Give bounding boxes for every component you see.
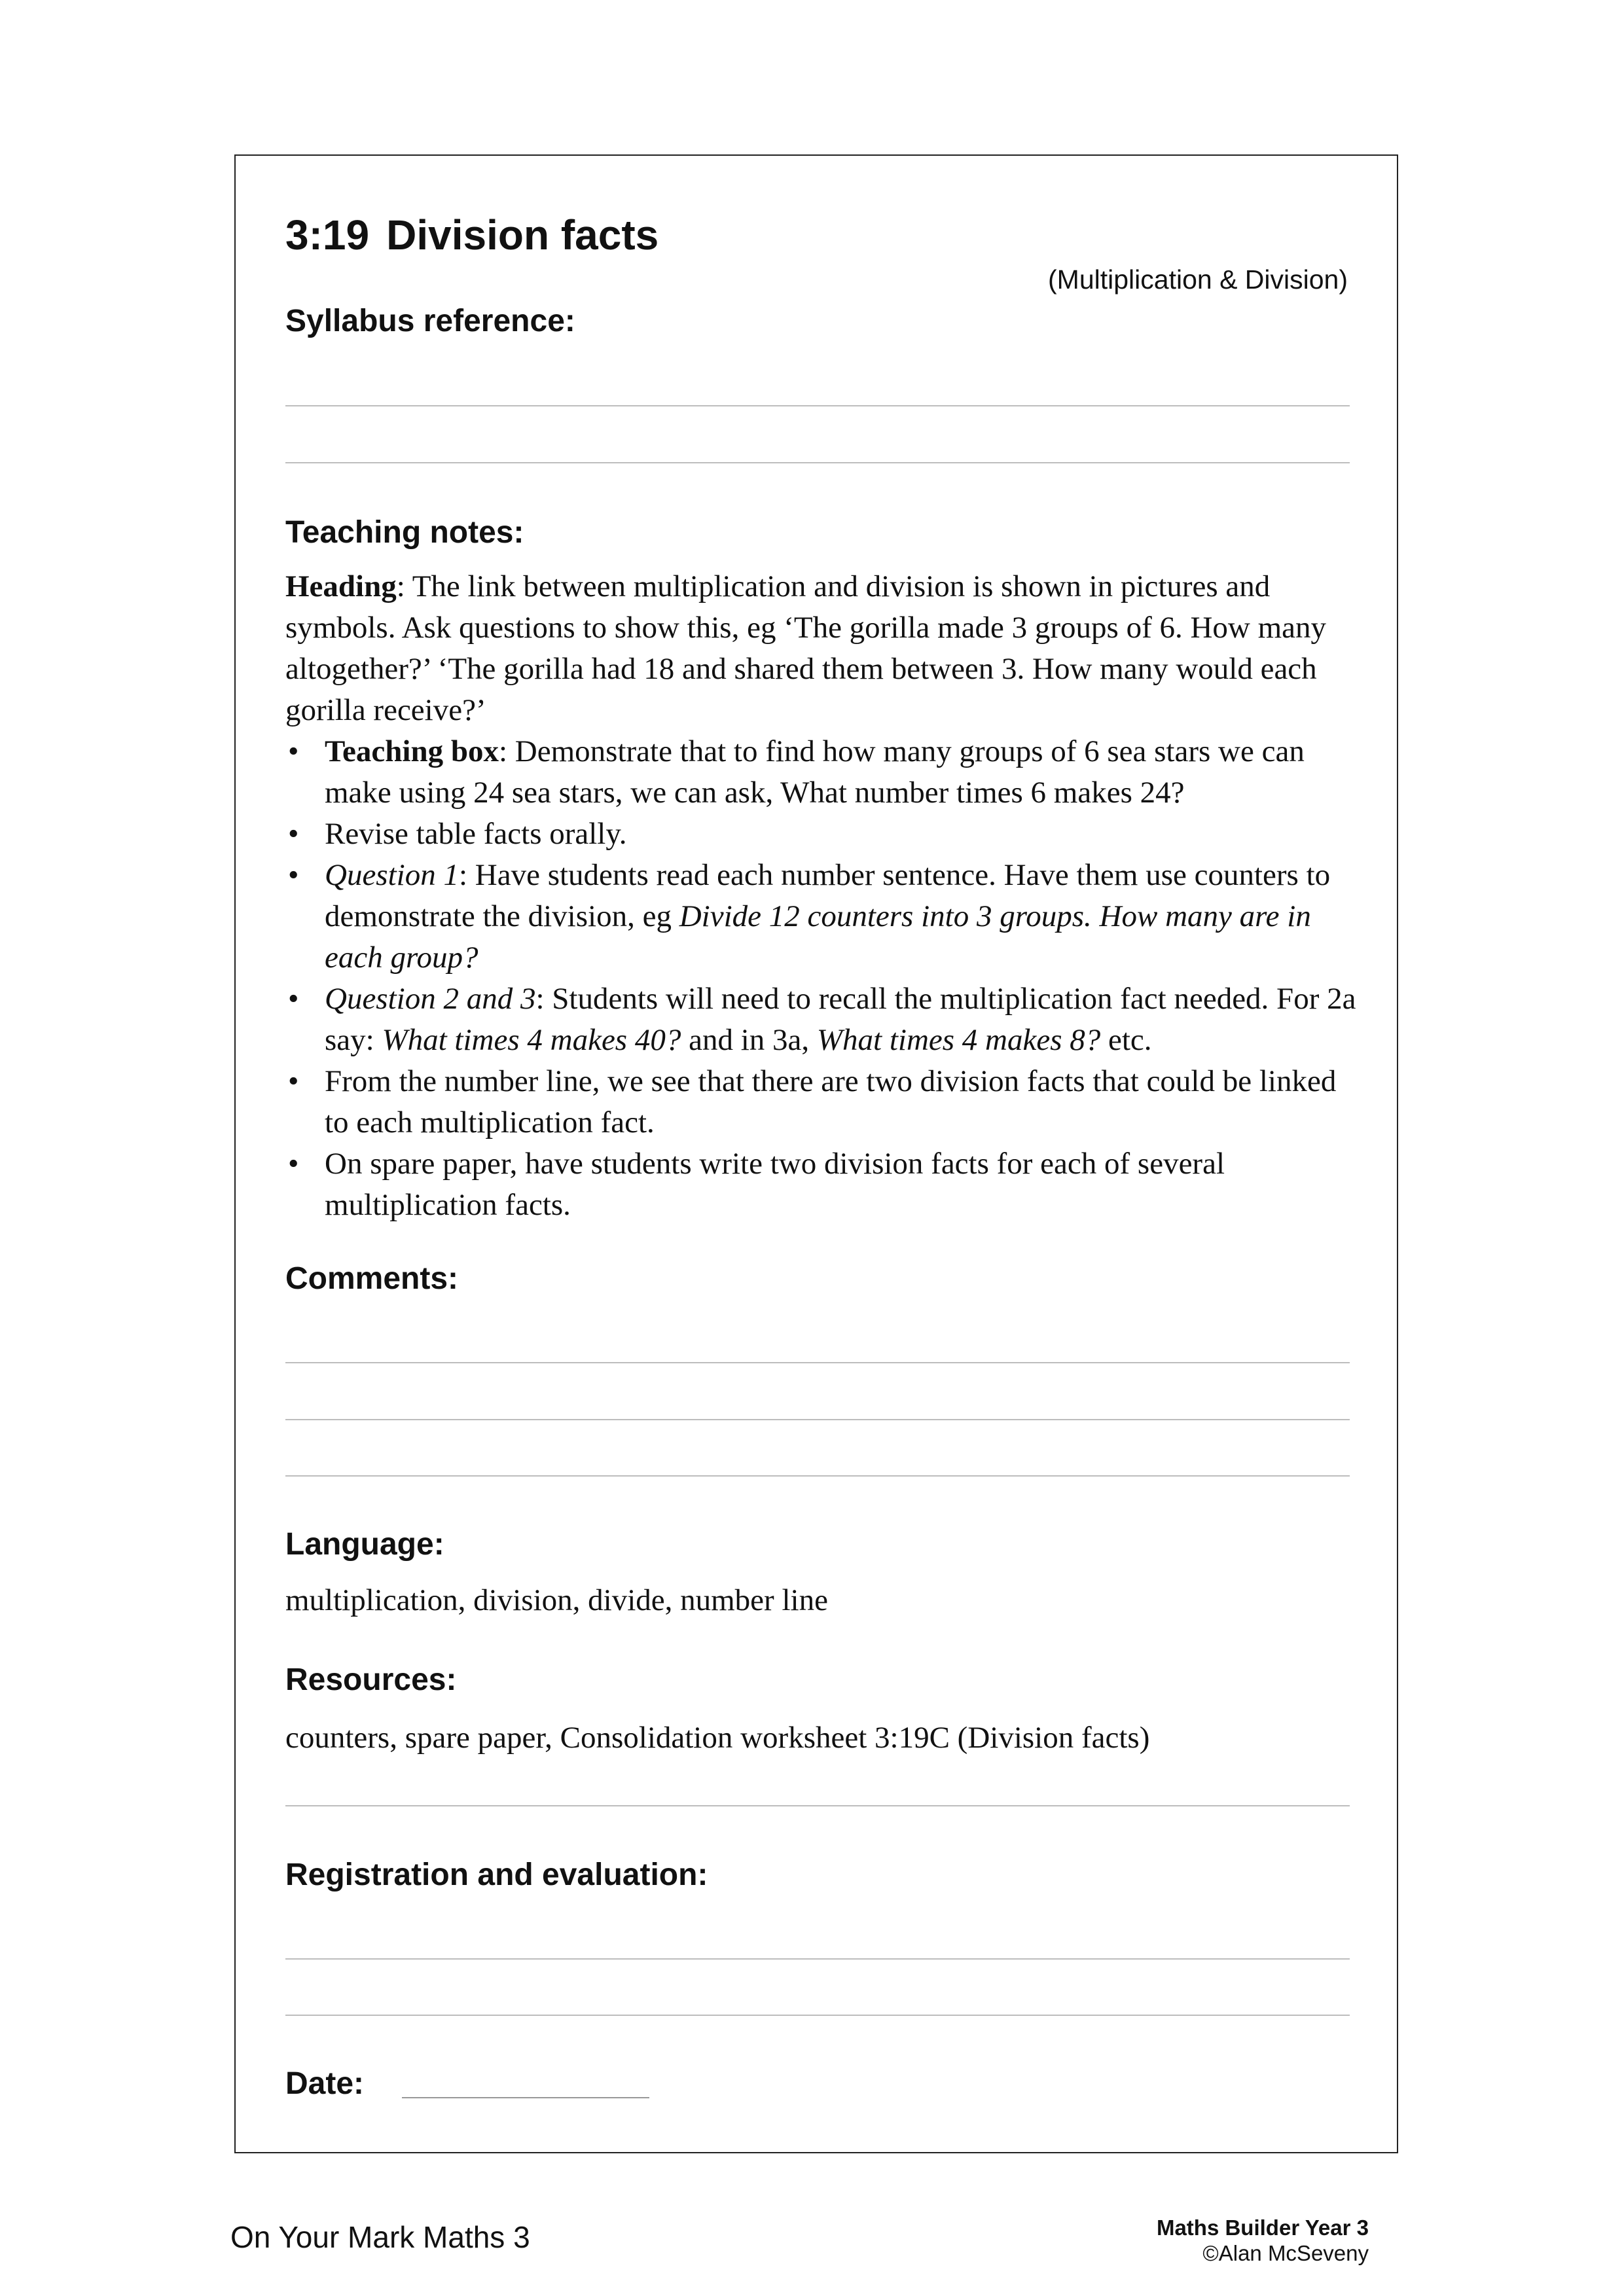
- notes-intro-text: : The link between multiplication and division is shown in pictures and symbols. Ask questions to show this, eg ‘The gorilla made 3 groups of 6. How many altogether?’ ‘The gorilla had 18 and shared them between 3. How many would each gorilla receive?’: [285, 569, 1327, 727]
- syllabus-line-2: [285, 462, 1350, 463]
- registration-line-2: [285, 2015, 1350, 2016]
- comments-line-3: [285, 1475, 1350, 1477]
- language-text: multiplication, division, divide, number line: [285, 1583, 828, 1617]
- footer-series: On Your Mark Maths 3: [230, 2220, 530, 2254]
- comments-heading: Comments:: [285, 1261, 459, 1296]
- list-item-text: and in 3a,: [681, 1023, 817, 1057]
- list-item-example: Divide 12 counters into 3 groups. How many are in each group?: [325, 899, 1311, 975]
- list-item-text: Revise table facts orally.: [325, 817, 627, 851]
- resources-text: counters, spare paper, Consolidation worksheet 3:19C (Division facts): [285, 1721, 1150, 1755]
- date-label: Date:: [285, 2066, 365, 2101]
- list-item-text: On spare paper, have students write two division facts for each of several multiplication facts.: [325, 1147, 1225, 1222]
- notes-list: [285, 731, 1359, 1226]
- resources-line: [285, 1805, 1350, 1806]
- registration-line-1: [285, 1958, 1350, 1960]
- list-item-label: Question 1: [325, 858, 459, 892]
- list-item-text: From the number line, we see that there are two division facts that could be linked to each multiplication fact.: [325, 1064, 1337, 1139]
- resources-heading: Resources:: [285, 1662, 457, 1697]
- comments-line-1: [285, 1362, 1350, 1363]
- strand-label: (Multiplication & Division): [1048, 264, 1348, 295]
- lesson-title: Division facts: [386, 211, 659, 259]
- list-item: [285, 978, 1359, 1061]
- list-item-text: : Have students read each number sentence. Have them use counters to demonstrate the division, eg: [325, 858, 1331, 933]
- registration-heading: Registration and evaluation:: [285, 1857, 708, 1892]
- footer-credit: [1157, 2215, 1369, 2266]
- footer-copyright: ©Alan McSeveny: [1202, 2241, 1369, 2265]
- list-item-label: Teaching box: [325, 734, 499, 768]
- comments-line-2: [285, 1419, 1350, 1420]
- language-heading: Language:: [285, 1527, 444, 1562]
- lesson-number: 3:19: [285, 211, 370, 259]
- list-item-text: : Demonstrate that to find how many groups of 6 sea stars we can make using 24 sea stars, we can ask, What number times 6 makes 24?: [325, 734, 1305, 810]
- list-item-label: Question 2 and 3: [325, 982, 536, 1016]
- date-field-line: [402, 2097, 649, 2098]
- syllabus-heading: Syllabus reference:: [285, 304, 575, 338]
- teaching-notes-body: [285, 566, 1359, 1226]
- list-item: [285, 814, 1359, 855]
- list-item-text: etc.: [1100, 1023, 1152, 1057]
- list-item-example: What times 4 makes 40?: [382, 1023, 681, 1057]
- list-item: [285, 1143, 1359, 1226]
- page-title: [285, 211, 659, 259]
- footer-book-title: Maths Builder Year 3: [1156, 2215, 1369, 2240]
- list-item-text: : Students will need to recall the multiplication fact needed. For 2a say:: [325, 982, 1356, 1057]
- list-item: [285, 1061, 1359, 1143]
- list-item: [285, 731, 1359, 814]
- teaching-notes-heading: Teaching notes:: [285, 515, 524, 550]
- notes-intro: [285, 566, 1359, 731]
- list-item-example: What times 4 makes 8?: [816, 1023, 1101, 1057]
- syllabus-line-1: [285, 405, 1350, 406]
- notes-intro-label: Heading: [285, 569, 397, 603]
- list-item: [285, 855, 1359, 978]
